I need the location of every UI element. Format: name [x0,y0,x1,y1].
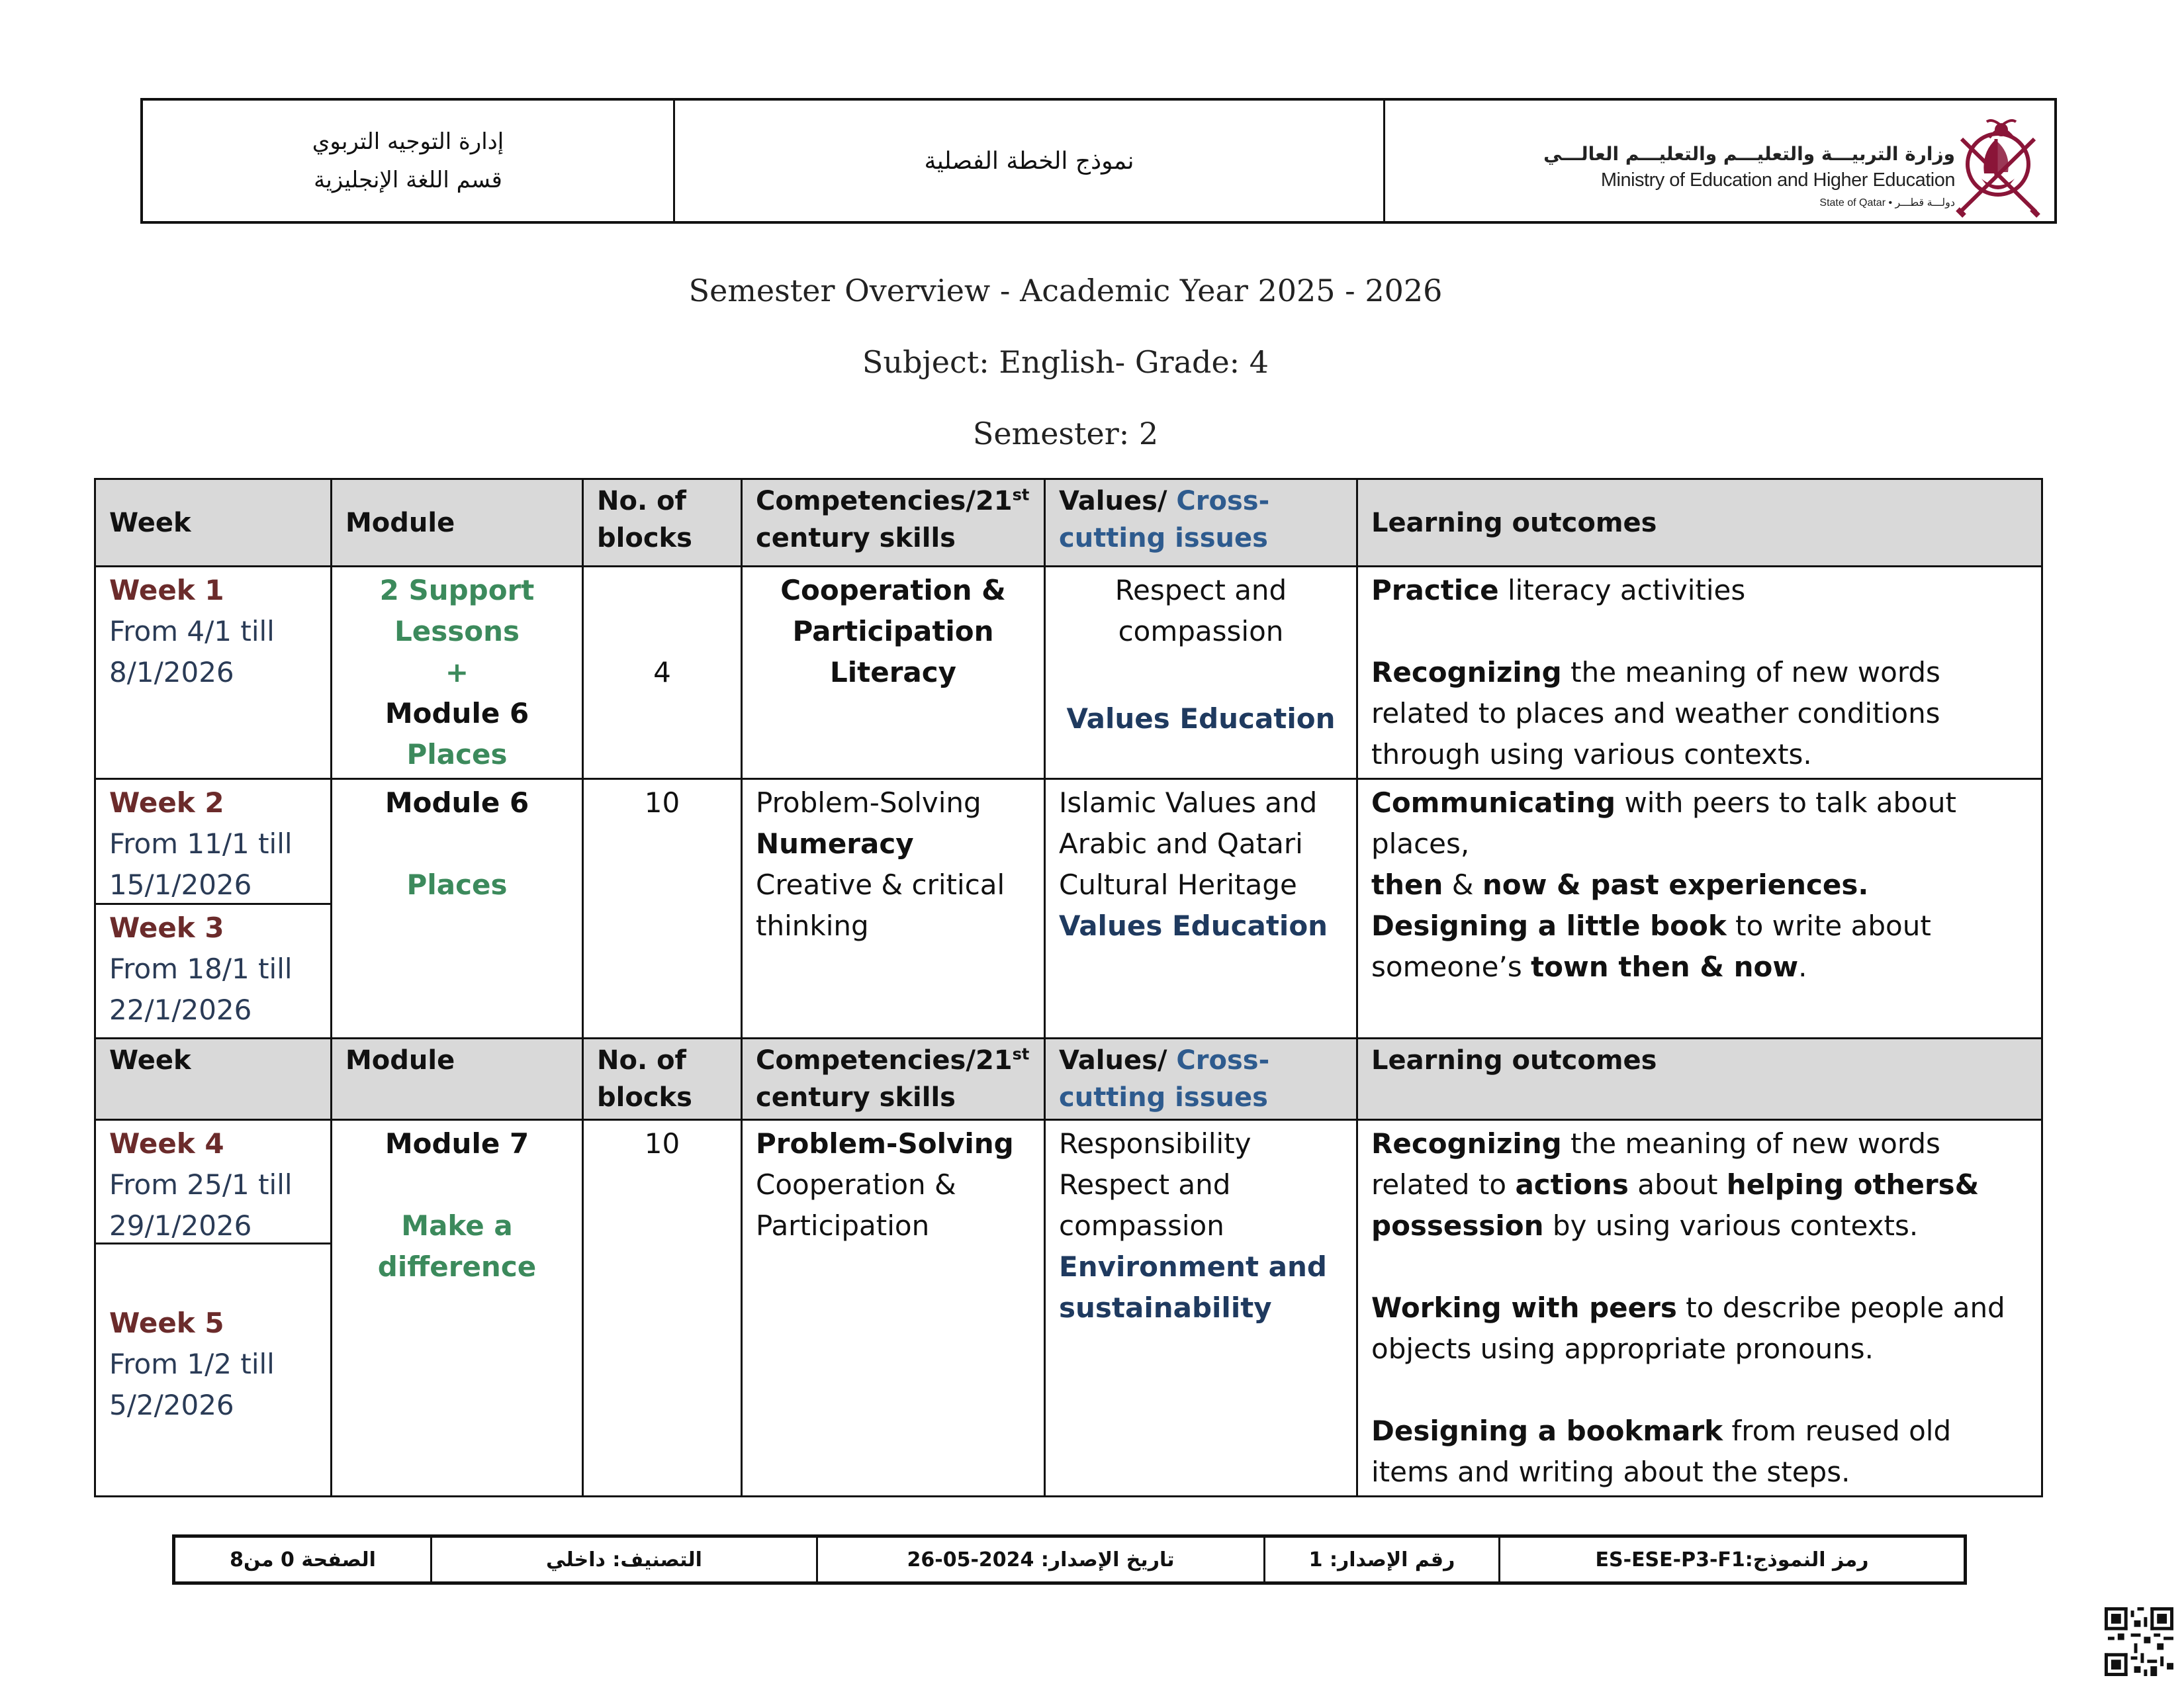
header-week: Week [95,1039,332,1120]
module-cell: Module 7 Make a difference [332,1120,583,1497]
outcomes-cell: Practice literacy activities Recognizing the meaning of new words related to places and weather conditions through using various contexts. [1357,567,2042,779]
overview-title: Semester Overview - Academic Year 2025 - 2026 [688,273,1443,308]
outcomes-cell: Recognizing the meaning of new words related to actions about helping others& possession by using various contexts. Working with peers to describe people and objects using appropriate pronouns. Designing a bookmark from reused old items and writing about the steps. [1357,1120,2042,1497]
competencies-cell: Cooperation & Participation Literacy [742,567,1045,779]
week-cell: Week 4 From 25/1 till 29/1/2026 Week 5 From 1/2 till 5/2/2026 [95,1120,332,1497]
document-footer [172,1534,1967,1585]
ministry-name-ar: وزارة التربيـــة والتعليـــم والتعليـــم العالـــي [1543,143,1955,165]
table-header-row [95,479,2042,567]
values-cell: Responsibility Respect and compassion Environment and sustainability [1045,1120,1357,1497]
module-cell: Module 6 Places [332,779,583,1039]
footer-classification: التصنيف: داخلي [430,1538,816,1581]
week-cell: Week 1 From 4/1 till 8/1/2026 [95,567,332,779]
header-module: Module [332,479,583,567]
header-module: Module [332,1039,583,1120]
form-title-cell [675,101,1385,221]
module-cell: 2 Support Lessons + Module 6 Places [332,567,583,779]
footer-version: رقم الإصدار: 1 [1263,1538,1498,1581]
qr-code-icon [2105,1607,2173,1676]
department-cell [143,101,675,221]
competencies-cell: Problem-Solving Cooperation & Participation [742,1120,1045,1497]
footer-issue-date: تاريخ الإصدار: 2024-05-26 [816,1538,1263,1581]
header-blocks: No. of blocks [583,1039,742,1120]
department-name: إدارة التوجيه التربوي [312,128,504,155]
form-title: نموذج الخطة الفصلية [924,147,1134,175]
header-values: Values/ Cross-cutting issues [1045,479,1357,567]
header-week: Week [95,479,332,567]
header-outcomes: Learning outcomes [1357,1039,2042,1120]
header-competencies: Competencies/21st century skills [742,1039,1045,1120]
footer-form-code: رمز النموذج:ES-ESE-P3-F1 [1498,1538,1964,1581]
blocks-cell: 4 [583,567,742,779]
semester-title: Semester: 2 [972,416,1159,451]
table-header-row [95,1039,2042,1120]
subject-title: Subject: English- Grade: 4 [862,344,1269,380]
semester-plan-table [94,478,2043,1497]
header-outcomes: Learning outcomes [1357,479,2042,567]
qatar-emblem-icon [1955,113,2041,218]
header-competencies: Competencies/21st century skills [742,479,1045,567]
values-cell: Respect and compassion Values Education [1045,567,1357,779]
footer-page-number: الصفحة 0 من8 [230,1548,376,1571]
blocks-cell: 10 [583,1120,742,1497]
document-header [140,98,2057,224]
ministry-name-en: Ministry of Education and Higher Education [1600,169,1955,191]
state-name: State of Qatar • دولـــة قطـــر [1819,197,1955,209]
competencies-cell: Problem-Solving Numeracy Creative & critical thinking [742,779,1045,1039]
header-values: Values/ Cross-cutting issues [1045,1039,1357,1120]
table-row [95,1120,2042,1497]
header-blocks: No. of blocks [583,479,742,567]
outcomes-cell: Communicating with peers to talk about places, then & now & past experiences. Designing a little book to write about someone’s town then & now. [1357,779,2042,1039]
blocks-cell: 10 [583,779,742,1039]
section-name: قسم اللغة الإنجليزية [314,167,502,193]
table-row [95,567,2042,779]
ministry-logo-cell [1385,101,2054,221]
week-cell: Week 2 From 11/1 till 15/1/2026 Week 3 From 18/1 till 22/1/2026 [95,779,332,1039]
table-row [95,779,2042,1039]
values-cell: Islamic Values and Arabic and Qatari Cultural Heritage Values Education [1045,779,1357,1039]
